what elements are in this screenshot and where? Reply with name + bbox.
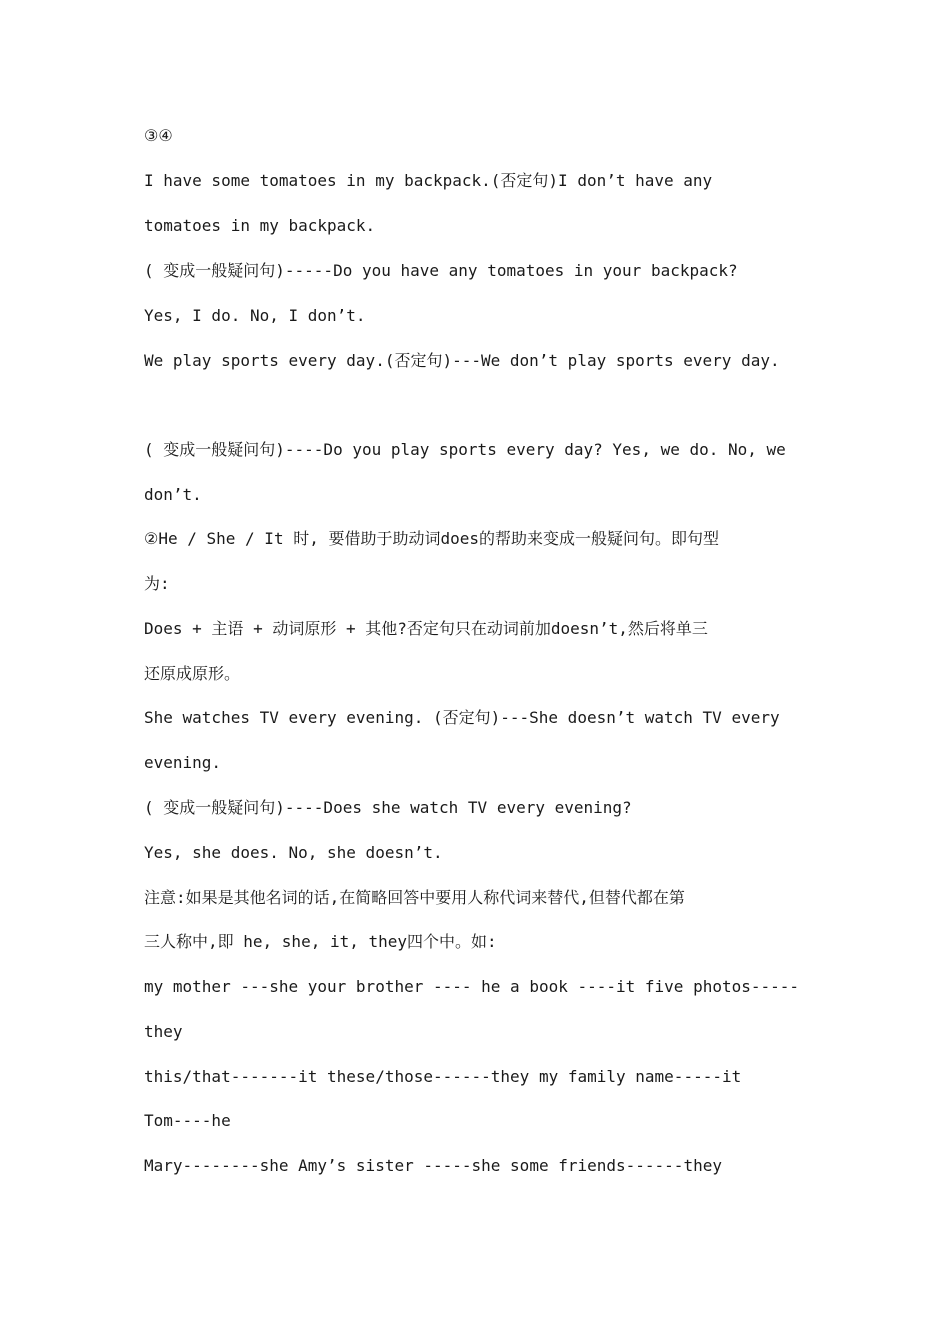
text-line: ( 变成一般疑问句)----Do you play sports every day? Yes, we do. No, we: [144, 440, 786, 459]
text-line: don’t.: [144, 485, 202, 504]
text-line: ③④: [144, 126, 173, 145]
text-line: evening.: [144, 753, 222, 772]
text-line: Does + 主语 + 动词原形 + 其他?否定句只在动词前加doesn’t,然后将单三: [144, 619, 708, 638]
text-line: 三人称中,即 he, she, it, they四个中。如:: [144, 932, 497, 951]
text-line: She watches TV every evening. (否定句)---She doesn’t watch TV every: [144, 708, 780, 727]
text-line: Yes, I do. No, I don’t.: [144, 306, 366, 325]
text-line: this/that-------it these/those------they my family name-----it: [144, 1067, 742, 1086]
text-line: 注意:如果是其他名词的话,在简略回答中要用人称代词来替代,但替代都在第: [144, 888, 685, 907]
text-line: We play sports every day.(否定句)---We don’t play sports every day.: [144, 351, 780, 370]
text-line: tomatoes in my backpack.: [144, 216, 376, 235]
text-line: they: [144, 1022, 183, 1041]
text-line: Yes, she does. No, she doesn’t.: [144, 843, 443, 862]
text-line: Tom----he: [144, 1111, 231, 1130]
text-line: I have some tomatoes in my backpack.(否定句)I don’t have any: [144, 171, 713, 190]
text-line: ②He / She / It 时, 要借助于助动词does的帮助来变成一般疑问句。即句型: [144, 529, 720, 548]
text-line: Mary--------she Amy’s sister -----she some friends------they: [144, 1156, 722, 1175]
text-line: 为:: [144, 574, 170, 593]
text-line: 还原成原形。: [144, 664, 241, 683]
text-line: ( 变成一般疑问句)----Does she watch TV every evening?: [144, 798, 632, 817]
text-line: ( 变成一般疑问句)-----Do you have any tomatoes in your backpack?: [144, 261, 738, 280]
text-line: my mother ---she your brother ---- he a book ----it five photos-----: [144, 977, 800, 996]
